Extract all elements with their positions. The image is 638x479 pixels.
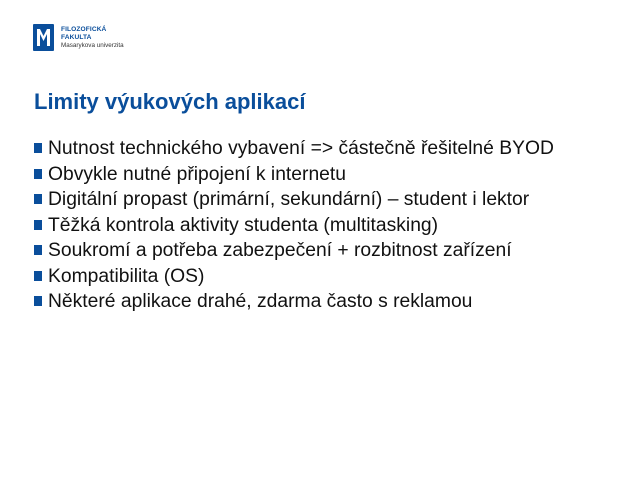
faculty-name-line1: FILOZOFICKÁ: [61, 26, 107, 33]
bullet-text: Obvykle nutné připojení k internetu: [48, 163, 346, 185]
slide-title: Limity výukových aplikací: [34, 89, 306, 114]
bullet-item-equipment: [34, 137, 624, 160]
bullet-item-privacy: [34, 239, 624, 262]
bullet-square-icon: [34, 271, 42, 281]
bullet-item-digital-divide: [34, 188, 624, 211]
faculty-name-line2: FAKULTA: [61, 34, 92, 41]
bullet-text: Nutnost technického vybavení => částečně řešitelné BYOD: [48, 138, 554, 159]
bullet-item-cost: [34, 290, 624, 313]
bullet-text: Digitální propast (primární, sekundární) – student i lektor: [48, 189, 530, 210]
bullet-item-activity-control: [34, 214, 624, 237]
faculty-name: [61, 26, 124, 50]
bullet-square-icon: [34, 220, 42, 230]
bullet-text: Soukromí a potřeba zabezpečení + rozbitnost zařízení: [48, 240, 512, 261]
bullet-text: Některé aplikace drahé, zdarma často s reklamou: [48, 291, 473, 312]
bullet-square-icon: [34, 169, 42, 179]
university-name: Masarykova univerzita: [61, 42, 124, 49]
bullet-list: [34, 137, 624, 316]
bullet-item-internet: [34, 163, 624, 186]
bullet-square-icon: [34, 296, 42, 306]
bullet-square-icon: [34, 143, 42, 153]
bullet-square-icon: [34, 194, 42, 204]
university-emblem-icon: [33, 24, 54, 51]
bullet-text: Těžká kontrola aktivity studenta (multitasking): [48, 214, 439, 236]
faculty-logo: [33, 24, 125, 52]
bullet-square-icon: [34, 245, 42, 255]
bullet-item-compatibility: [34, 265, 624, 288]
bullet-text: Kompatibilita (OS): [48, 265, 205, 287]
